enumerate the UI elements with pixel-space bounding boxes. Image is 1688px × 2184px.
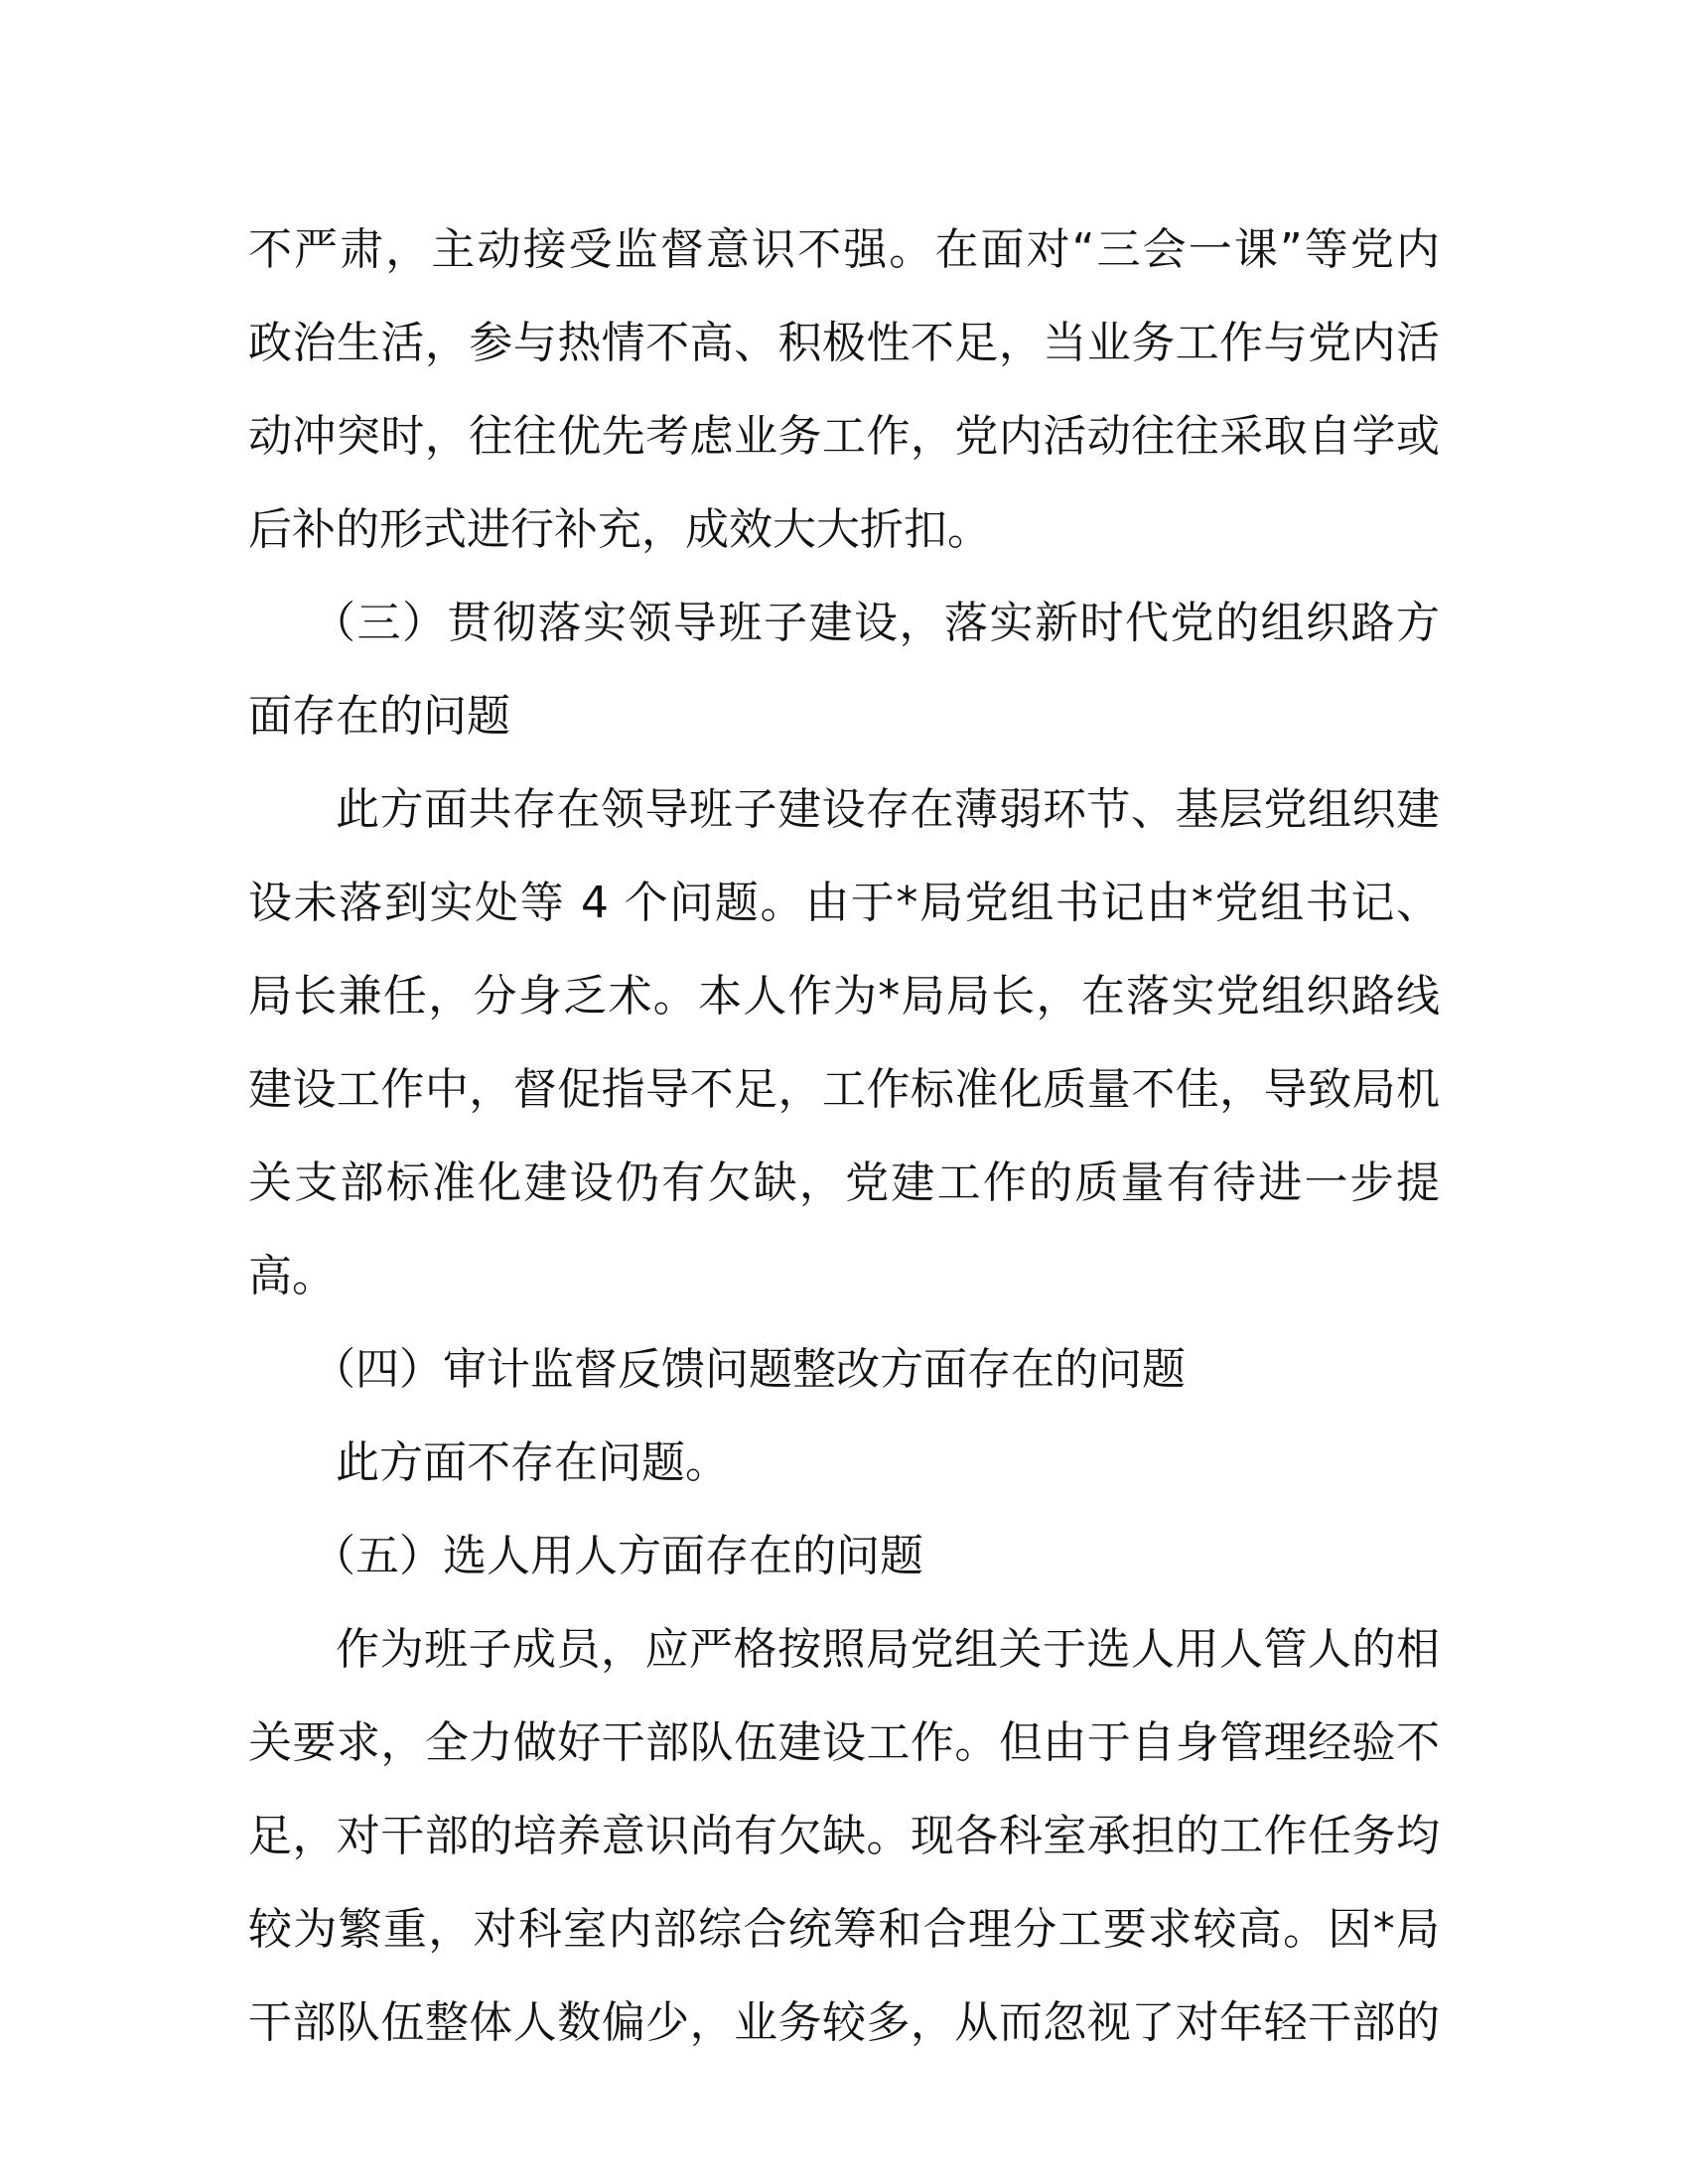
text-line: 关要求，全力做好干部队伍建设工作。但由于自身管理经验不 bbox=[248, 1717, 1440, 1768]
text-line: 干部队伍整体人数偏少，业务较多，从而忽视了对年轻干部的 bbox=[248, 1997, 1440, 2048]
heading-line: （三）贯彻落实领导班子建设，落实新时代党的组织路方 bbox=[312, 598, 1440, 648]
text-line: 此方面不存在问题。 bbox=[336, 1437, 729, 1488]
paragraph-section-5 bbox=[248, 1603, 1440, 2070]
text-line: 此方面共存在领导班子建设存在薄弱环节、基层党组织建 bbox=[336, 784, 1440, 835]
heading-line: 面存在的问题 bbox=[248, 691, 510, 742]
text-line: 建设工作中，督促指导不足，工作标准化质量不佳，导致局机 bbox=[248, 1064, 1440, 1115]
text-line: 足，对干部的培养意识尚有欠缺。现各科室承担的工作任务均 bbox=[248, 1811, 1440, 1861]
section-heading-5 bbox=[248, 1510, 1440, 1603]
paragraph-continuation bbox=[248, 204, 1440, 577]
paragraph-section-3 bbox=[248, 763, 1440, 1323]
section-heading-4 bbox=[248, 1323, 1440, 1417]
text-line: 较为繁重，对科室内部综合统筹和合理分工要求较高。因*局 bbox=[248, 1904, 1440, 1955]
text-line: 后补的形式进行补充，成效大大折扣。 bbox=[248, 504, 991, 555]
text-line: 高。 bbox=[248, 1251, 336, 1301]
text-line: 政治生活，参与热情不高、积极性不足，当业务工作与党内活 bbox=[248, 318, 1440, 368]
text-line: 动冲突时，往往优先考虑业务工作，党内活动往往采取自学或 bbox=[248, 411, 1440, 462]
section-heading-3 bbox=[248, 577, 1440, 763]
text-line: 关支部标准化建设仍有欠缺，党建工作的质量有待进一步提 bbox=[248, 1158, 1440, 1208]
text-line: 作为班子成员，应严格按照局党组关于选人用人管人的相 bbox=[336, 1624, 1440, 1675]
text-line: 不严肃，主动接受监督意识不强。在面对“三会一课”等党内 bbox=[248, 224, 1440, 275]
paragraph-section-4 bbox=[248, 1417, 1440, 1510]
text-line: 局长兼任，分身乏术。本人作为*局局长，在落实党组织路线 bbox=[248, 971, 1440, 1022]
document-page bbox=[248, 204, 1440, 2070]
text-line: 设未落到实处等 4 个问题。由于*局党组书记由*党组书记、 bbox=[248, 878, 1440, 928]
heading-line: （四）审计监督反馈问题整改方面存在的问题 bbox=[312, 1344, 1186, 1395]
heading-line: （五）选人用人方面存在的问题 bbox=[312, 1531, 923, 1581]
